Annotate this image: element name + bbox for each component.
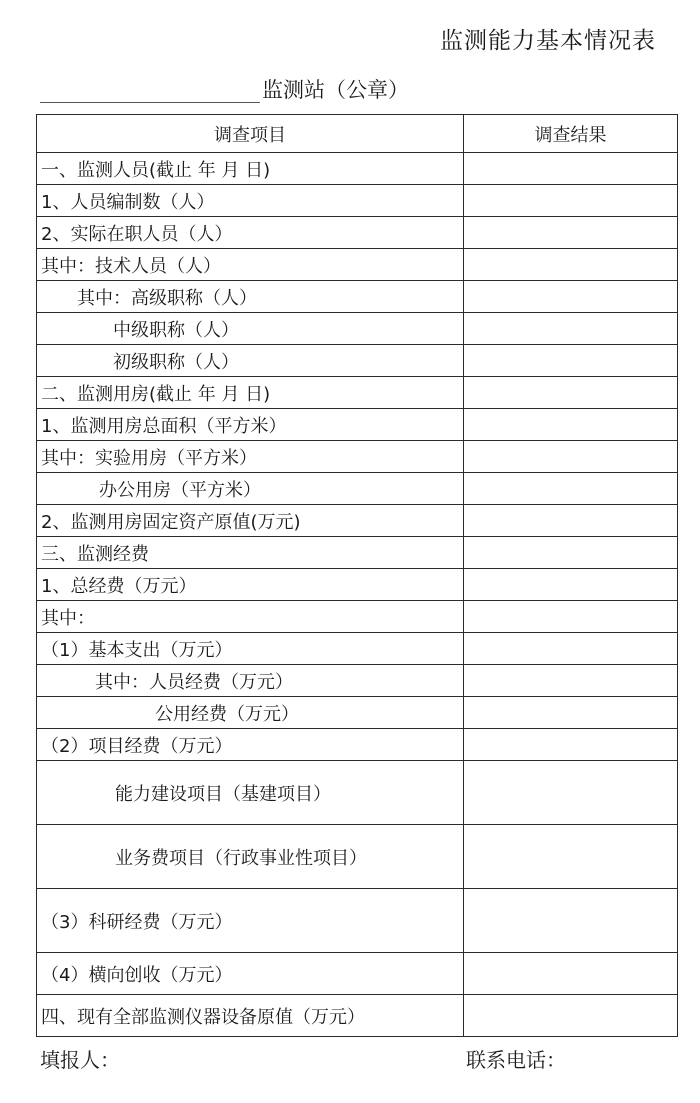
- row-item-label: 公用经费（万元）: [37, 697, 464, 729]
- table-row: [37, 601, 678, 633]
- row-item-label: 能力建设项目（基建项目）: [37, 761, 464, 825]
- table-row: [37, 281, 678, 313]
- table-row: [37, 473, 678, 505]
- row-result-cell[interactable]: [464, 185, 678, 217]
- row-result-cell[interactable]: [464, 281, 678, 313]
- row-result-cell[interactable]: [464, 409, 678, 441]
- phone-label: 联系电话：: [466, 1048, 566, 1072]
- row-item-label: 2、实际在职人员（人）: [37, 217, 464, 249]
- row-item-label: 办公用房（平方米）: [37, 473, 464, 505]
- row-result-cell[interactable]: [464, 505, 678, 537]
- table-row: [37, 995, 678, 1037]
- row-result-cell[interactable]: [464, 825, 678, 889]
- row-item-label: 2、监测用房固定资产原值(万元): [37, 505, 464, 537]
- row-result-cell[interactable]: [464, 995, 678, 1037]
- row-result-cell[interactable]: [464, 761, 678, 825]
- row-item-label: 其中：实验用房（平方米）: [37, 441, 464, 473]
- form-title: 监测能力基本情况表: [440, 28, 656, 54]
- table-row: [37, 249, 678, 281]
- row-result-cell[interactable]: [464, 217, 678, 249]
- table-row: [37, 729, 678, 761]
- table-row: [37, 697, 678, 729]
- row-item-label: 四、现有全部监测仪器设备原值（万元）: [37, 995, 464, 1037]
- filler-label: 填报人：: [40, 1048, 120, 1072]
- row-item-label: 1、监测用房总面积（平方米）: [37, 409, 464, 441]
- row-item-label: （4）横向创收（万元）: [37, 953, 464, 995]
- row-item-label: 1、人员编制数（人）: [37, 185, 464, 217]
- row-result-cell[interactable]: [464, 601, 678, 633]
- table-row: [37, 441, 678, 473]
- row-result-cell[interactable]: [464, 249, 678, 281]
- station-label: 监测站（公章）: [262, 78, 409, 102]
- row-item-label: 其中：技术人员（人）: [37, 249, 464, 281]
- table-row: [37, 633, 678, 665]
- row-result-cell[interactable]: [464, 633, 678, 665]
- row-item-label: 三、监测经费: [37, 537, 464, 569]
- row-result-cell[interactable]: [464, 313, 678, 345]
- table-row: [37, 569, 678, 601]
- row-item-label: （2）项目经费（万元）: [37, 729, 464, 761]
- row-result-cell[interactable]: [464, 953, 678, 995]
- row-result-cell[interactable]: [464, 473, 678, 505]
- row-item-label: 其中：高级职称（人）: [37, 281, 464, 313]
- survey-table: [36, 114, 678, 1037]
- row-item-label: 业务费项目（行政事业性项目）: [37, 825, 464, 889]
- table-row: [37, 505, 678, 537]
- table-row: [37, 313, 678, 345]
- row-item-label: 其中：人员经费（万元）: [37, 665, 464, 697]
- row-item-label: 其中：: [37, 601, 464, 633]
- station-seal-line: [40, 76, 409, 103]
- row-result-cell[interactable]: [464, 665, 678, 697]
- table-row: [37, 345, 678, 377]
- row-result-cell[interactable]: [464, 889, 678, 953]
- station-name-blank[interactable]: [40, 76, 260, 103]
- row-item-label: （3）科研经费（万元）: [37, 889, 464, 953]
- row-item-label: 一、监测人员(截止 年 月 日): [37, 153, 464, 185]
- row-result-cell[interactable]: [464, 729, 678, 761]
- table-row: [37, 761, 678, 825]
- table-row: [37, 537, 678, 569]
- header-item: 调查项目: [37, 115, 464, 153]
- table-header-row: [37, 115, 678, 153]
- row-item-label: 二、监测用房(截止 年 月 日): [37, 377, 464, 409]
- table-row: [37, 185, 678, 217]
- table-row: [37, 153, 678, 185]
- table-row: [37, 665, 678, 697]
- header-result: 调查结果: [464, 115, 678, 153]
- table-row: [37, 217, 678, 249]
- row-item-label: （1）基本支出（万元）: [37, 633, 464, 665]
- row-result-cell[interactable]: [464, 345, 678, 377]
- row-result-cell[interactable]: [464, 377, 678, 409]
- row-item-label: 中级职称（人）: [37, 313, 464, 345]
- row-item-label: 初级职称（人）: [37, 345, 464, 377]
- table-row: [37, 825, 678, 889]
- row-item-label: 1、总经费（万元）: [37, 569, 464, 601]
- table-row: [37, 889, 678, 953]
- row-result-cell[interactable]: [464, 537, 678, 569]
- table-row: [37, 953, 678, 995]
- row-result-cell[interactable]: [464, 441, 678, 473]
- table-row: [37, 377, 678, 409]
- row-result-cell[interactable]: [464, 569, 678, 601]
- table-row: [37, 409, 678, 441]
- row-result-cell[interactable]: [464, 153, 678, 185]
- row-result-cell[interactable]: [464, 697, 678, 729]
